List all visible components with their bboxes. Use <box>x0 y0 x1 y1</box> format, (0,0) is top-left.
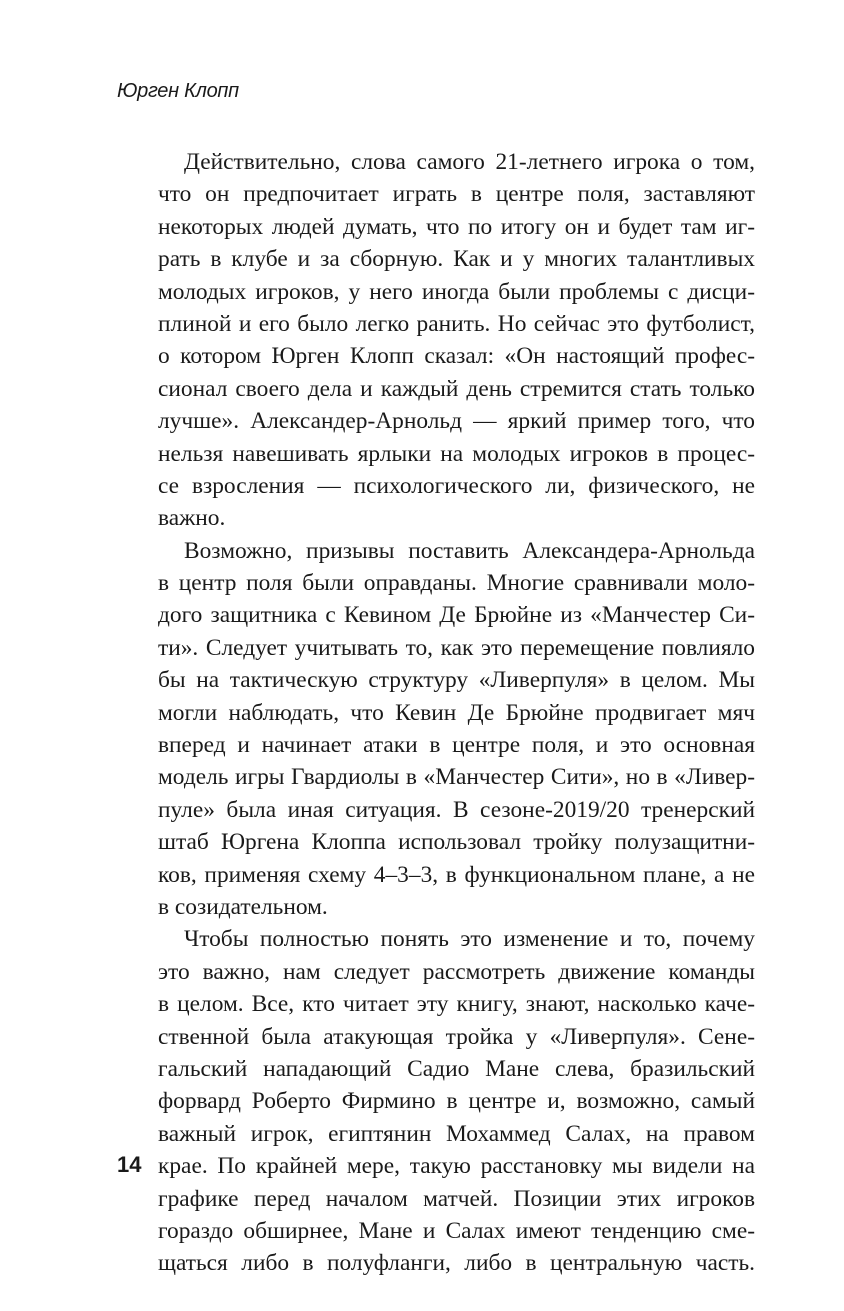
text-line: важный игрок, египтянин Мохаммед Салах, на правом <box>158 1120 755 1147</box>
text-line: нельзя навешивать ярлыки на молодых игроков в процес- <box>158 440 755 467</box>
text-line: сионал своего дела и каждый день стремится стать только <box>158 375 755 402</box>
paragraph-3 <box>158 923 755 1279</box>
text-line: Возможно, призывы поставить Александера-Арнольда <box>184 537 755 564</box>
text-line: это важно, нам следует рассмотреть движение команды <box>158 958 755 985</box>
text-line: дого защитника с Кевином Де Брюйне из «Манчестер Си- <box>158 602 755 629</box>
text-line: пуле» была иная ситуация. В сезоне-2019/20 тренерский <box>158 796 755 823</box>
text-line: некоторых людей думать, что по итогу он и будет там иг- <box>158 213 755 240</box>
paragraph-1 <box>158 146 755 535</box>
text-line: важно. <box>158 505 226 532</box>
text-line: в центр поля были оправданы. Многие сравнивали моло- <box>158 570 755 597</box>
text-line: в целом. Все, кто читает эту книгу, знают, насколько каче- <box>158 991 755 1018</box>
text-line: плиной и его было легко ранить. Но сейчас это футболист, <box>158 310 755 337</box>
text-line: рать в клубе и за сборную. Как и у многих талантливых <box>158 246 755 273</box>
paragraph-2 <box>158 535 755 924</box>
text-line: модель игры Гвардиолы в «Манчестер Сити», но в «Ливер- <box>158 764 755 791</box>
text-line: Чтобы полностью понять это изменение и то, почему <box>184 926 755 953</box>
text-line: ти». Следует учитывать то, как это перемещение повлияло <box>158 634 755 661</box>
text-line: гальский нападающий Садио Мане слева, бразильский <box>158 1055 755 1082</box>
text-line: щаться либо в полуфланги, либо в центральную часть. <box>158 1250 755 1277</box>
text-line: молодых игроков, у него иногда были проблемы с дисци- <box>158 278 755 305</box>
text-line: крае. По крайней мере, такую расстановку мы видели на <box>158 1153 755 1180</box>
text-line: что он предпочитает играть в центре поля, заставляют <box>158 181 755 208</box>
text-line: се взросления — психологического ли, физического, не <box>158 472 755 499</box>
text-line: бы на тактическую структуру «Ливерпуля» в целом. Мы <box>158 667 755 694</box>
text-line: форвард Роберто Фирмино в центре и, возможно, самый <box>158 1088 755 1115</box>
text-line: штаб Юргена Клоппа использовал тройку полузащитни- <box>158 829 755 856</box>
text-line: лучше». Александер-Арнольд — яркий пример того, что <box>158 408 755 435</box>
text-line: в созидательном. <box>158 893 328 920</box>
text-line: ственной была атакующая тройка у «Ливерпуля». Сене- <box>158 1023 755 1050</box>
text-line: ков, применяя схему 4–3–3, в функциональном плане, а не <box>158 861 755 888</box>
text-line: о котором Юрген Клопп сказал: «Он настоящий профес- <box>158 343 755 370</box>
text-line: могли наблюдать, что Кевин Де Брюйне продвигает мяч <box>158 699 755 726</box>
running-head: Юрген Клопп <box>117 80 239 102</box>
body-text <box>158 146 755 1280</box>
text-line: вперед и начинает атаки в центре поля, и это основная <box>158 732 755 759</box>
text-line: графике перед началом матчей. Позиции этих игроков <box>158 1185 755 1212</box>
page-number: 14 <box>117 1152 142 1177</box>
text-line: Действительно, слова самого 21-летнего игрока о том, <box>184 149 755 175</box>
text-line: гораздо обширнее, Мане и Салах имеют тенденцию сме- <box>158 1217 755 1244</box>
